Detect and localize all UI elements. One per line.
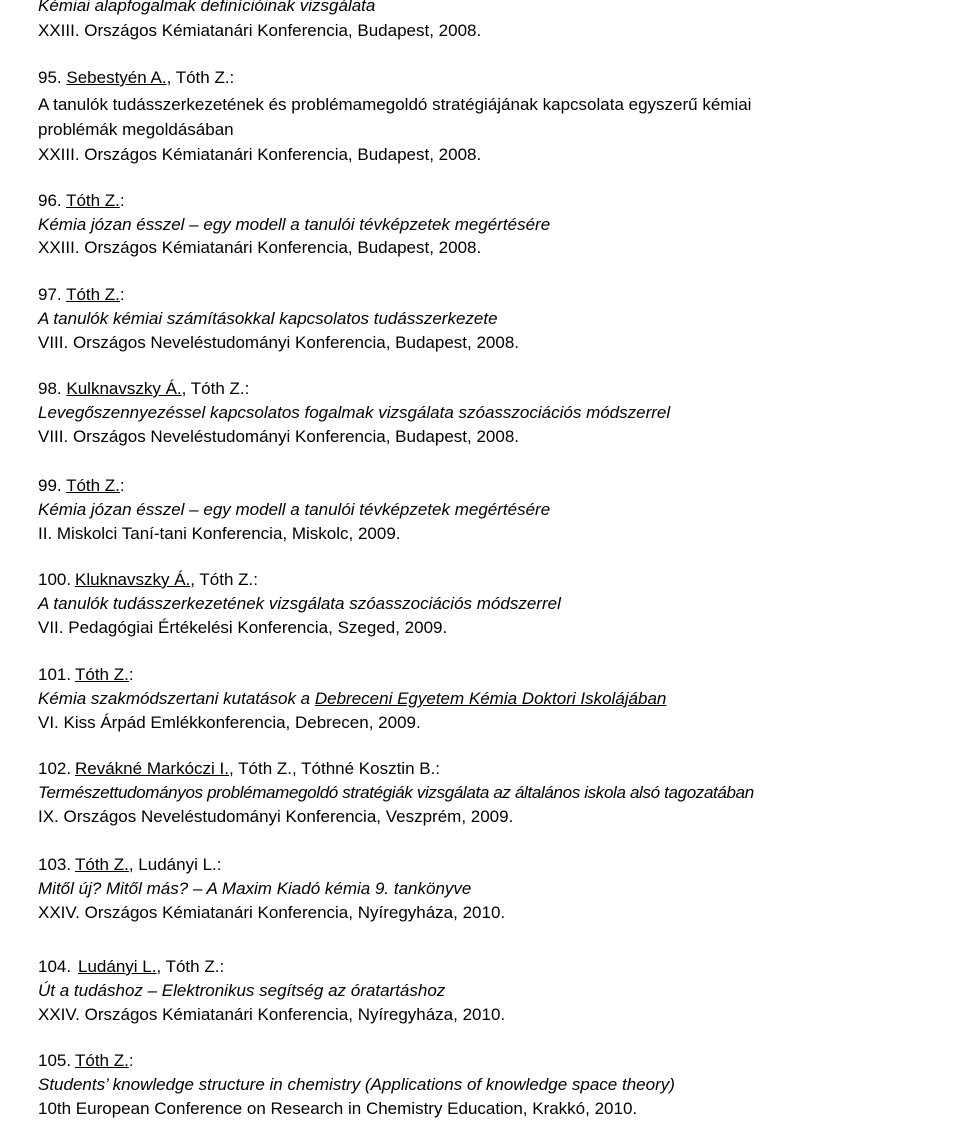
entry-venue: XXIII. Országos Kémiatanári Konferencia, Budapest, 2008. bbox=[38, 238, 482, 257]
entry-venue: XXIII. Országos Kémiatanári Konferencia, Budapest, 2008. bbox=[38, 145, 482, 164]
entry-authors bbox=[38, 189, 125, 213]
entry-number: 103. bbox=[38, 855, 72, 874]
entry-venue: XXIV. Országos Kémiatanári Konferencia, Nyíregyháza, 2010. bbox=[38, 1005, 506, 1024]
author-rest: , Tóth Z.: bbox=[166, 68, 235, 87]
entry-title bbox=[38, 687, 666, 711]
entry-authors bbox=[38, 853, 221, 877]
entry-venue: VIII. Országos Neveléstudományi Konferencia, Budapest, 2008. bbox=[38, 427, 519, 446]
entry-authors bbox=[38, 757, 440, 781]
entry-number: 105. bbox=[38, 1051, 72, 1070]
author-link[interactable]: Kluknavszky Á. bbox=[75, 570, 191, 589]
entry-venue: VIII. Országos Neveléstudományi Konferencia, Budapest, 2008. bbox=[38, 333, 519, 352]
entry-title: Kémia józan ésszel – egy modell a tanulói tévképzetek megértésére bbox=[38, 500, 551, 519]
author-link[interactable]: Ludányi L. bbox=[78, 957, 157, 976]
author-rest: , Tóth Z.: bbox=[156, 957, 225, 976]
entry-number: 96. bbox=[38, 191, 62, 210]
entry-title: Levegőszennyezéssel kapcsolatos fogalmak vizsgálata szóasszociációs módszerrel bbox=[38, 403, 671, 422]
entry-authors bbox=[38, 474, 125, 498]
author-rest: , Tóth Z., Tóthné Kosztin B.: bbox=[229, 759, 441, 778]
title-link[interactable]: Debreceni Egyetem Kémia Doktori Iskolájában bbox=[314, 689, 667, 708]
entry-venue: XXIII. Országos Kémiatanári Konferencia, Budapest, 2008. bbox=[38, 21, 482, 40]
entry-venue: VI. Kiss Árpád Emlékkonferencia, Debrecen, 2009. bbox=[38, 713, 421, 732]
author-link[interactable]: Tóth Z. bbox=[66, 191, 120, 210]
entry-title: problémák megoldásában bbox=[38, 120, 234, 139]
author-rest: : bbox=[128, 665, 134, 684]
entry-number: 100. bbox=[38, 570, 72, 589]
entry-title: Út a tudáshoz – Elektronikus segítség az óratartáshoz bbox=[38, 981, 446, 1000]
entry-authors bbox=[38, 663, 134, 687]
entry-number: 97. bbox=[38, 285, 62, 304]
entry-authors bbox=[38, 377, 249, 401]
author-rest: , Ludányi L.: bbox=[128, 855, 222, 874]
entry-authors bbox=[38, 955, 224, 979]
author-rest: : bbox=[119, 285, 125, 304]
author-link[interactable]: Revákné Markóczi I. bbox=[75, 759, 229, 778]
author-link[interactable]: Tóth Z. bbox=[66, 285, 120, 304]
entry-authors bbox=[38, 283, 125, 307]
entry-number: 101. bbox=[38, 665, 72, 684]
entry-number: 99. bbox=[38, 476, 62, 495]
entry-title: A tanulók tudásszerkezetének vizsgálata szóasszociációs módszerrel bbox=[38, 594, 561, 613]
entry-venue: VII. Pedagógiai Értékelési Konferencia, Szeged, 2009. bbox=[38, 618, 448, 637]
author-link[interactable]: Kulknavszky Á. bbox=[66, 379, 182, 398]
author-link[interactable]: Tóth Z. bbox=[75, 855, 129, 874]
author-link[interactable]: Tóth Z. bbox=[75, 1051, 129, 1070]
entry-number: 95. bbox=[38, 68, 62, 87]
author-link[interactable]: Tóth Z. bbox=[66, 476, 120, 495]
entry-number: 104. bbox=[38, 957, 72, 976]
entry-title: Mitől új? Mitől más? – A Maxim Kiadó kémia 9. tankönyve bbox=[38, 879, 472, 898]
author-rest: , Tóth Z.: bbox=[190, 570, 258, 589]
entry-number: 98. bbox=[38, 379, 62, 398]
author-rest: : bbox=[119, 476, 125, 495]
entry-title: A tanulók tudásszerkezetének és problémamegoldó stratégiájának kapcsolata egyszerű kémiai bbox=[38, 95, 752, 114]
entry-title: A tanulók kémiai számításokkal kapcsolatos tudásszerkezete bbox=[38, 309, 498, 328]
entry-title: Students’ knowledge structure in chemistry (Applications of knowledge space theory) bbox=[38, 1075, 675, 1094]
entry-number: 102. bbox=[38, 759, 72, 778]
entry-authors bbox=[38, 66, 234, 90]
entry-venue: IX. Országos Neveléstudományi Konferencia, Veszprém, 2009. bbox=[38, 807, 514, 826]
author-rest: : bbox=[128, 1051, 134, 1070]
entry-title: Kémiai alapfogalmak definícióinak vizsgálata bbox=[38, 0, 376, 15]
entry-venue: XXIV. Országos Kémiatanári Konferencia, Nyíregyháza, 2010. bbox=[38, 903, 506, 922]
author-link[interactable]: Sebestyén A. bbox=[66, 68, 167, 87]
entry-venue: II. Miskolci Taní-tani Konferencia, Miskolc, 2009. bbox=[38, 524, 401, 543]
entry-title: Természettudományos problémamegoldó stratégiák vizsgálata az általános iskola alsó tagozatában bbox=[38, 783, 754, 802]
author-rest: , Tóth Z.: bbox=[181, 379, 250, 398]
entry-authors bbox=[38, 1049, 134, 1073]
entry-venue: 10th European Conference on Research in Chemistry Education, Krakkó, 2010. bbox=[38, 1099, 638, 1118]
entry-authors bbox=[38, 568, 258, 592]
entry-title-text: Kémia szakmódszertani kutatások a bbox=[38, 689, 315, 708]
author-link[interactable]: Tóth Z. bbox=[75, 665, 129, 684]
author-rest: : bbox=[119, 191, 125, 210]
entry-title: Kémia józan ésszel – egy modell a tanulói tévképzetek megértésére bbox=[38, 215, 551, 234]
